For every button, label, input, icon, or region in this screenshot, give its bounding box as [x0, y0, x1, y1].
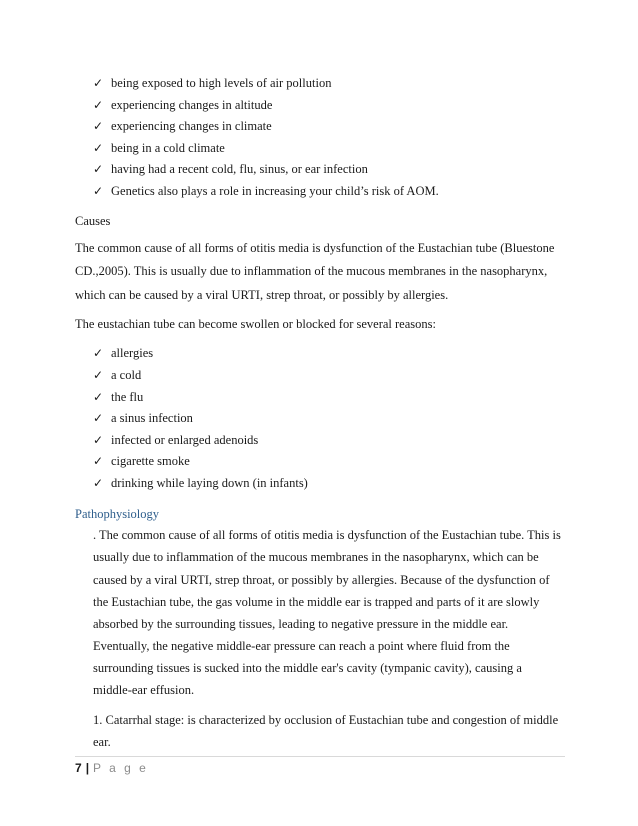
checkmark-icon: ✓ [93, 184, 104, 198]
checkmark-icon: ✓ [93, 119, 104, 133]
list-item [93, 410, 193, 426]
list-item-text: experiencing changes in climate [111, 119, 272, 133]
list-item-text: cigarette smoke [111, 454, 190, 468]
list-item-text: allergies [111, 346, 154, 360]
list-item [93, 161, 368, 177]
paragraph-line: caused by a viral URTI, strep throat, or possibly by allergies. Because of the dysfunction of [93, 573, 550, 587]
list-item-text: drinking while laying down (in infants) [111, 476, 308, 490]
list-item-text: a sinus infection [111, 411, 193, 425]
list-item [93, 140, 225, 156]
checkmark-icon: ✓ [93, 98, 104, 112]
paragraph-line: absorbed by the surrounding tissues, leading to negative pressure in the middle ear. [93, 617, 509, 631]
footer-divider [75, 756, 565, 757]
list-item-text: experiencing changes in altitude [111, 98, 273, 112]
paragraph-line: which can be caused by a viral URTI, strep throat, or possibly by allergies. [75, 288, 449, 302]
list-item [93, 367, 141, 383]
pathophysiology-heading: Pathophysiology [75, 507, 160, 521]
eustachian-intro: The eustachian tube can become swollen or blocked for several reasons: [75, 317, 436, 331]
paragraph-line: Eventually, the negative middle-ear pressure can reach a point where fluid from the [93, 639, 510, 653]
checkmark-icon: ✓ [93, 476, 104, 490]
paragraph-line: . The common cause of all forms of otitis media is dysfunction of the Eustachian tube. This is [93, 528, 561, 542]
paragraph-line: middle-ear effusion. [93, 683, 195, 697]
list-item-text: Genetics also plays a role in increasing your child’s risk of AOM. [111, 184, 439, 198]
page-label: P a g e [93, 761, 149, 775]
list-item-text: being in a cold climate [111, 141, 225, 155]
checkmark-icon: ✓ [93, 346, 104, 360]
list-item-text: having had a recent cold, flu, sinus, or ear infection [111, 162, 368, 176]
list-item [93, 97, 272, 113]
paragraph-line: 1. Catarrhal stage: is characterized by occlusion of Eustachian tube and congestion of middle [93, 713, 559, 727]
checkmark-icon: ✓ [93, 411, 104, 425]
paragraph-line: CD.,2005). This is usually due to inflammation of the mucous membranes in the nasopharynx, [75, 264, 548, 278]
checkmark-icon: ✓ [93, 162, 104, 176]
checkmark-icon: ✓ [93, 454, 104, 468]
checkmark-icon: ✓ [93, 76, 104, 90]
list-item [93, 118, 272, 134]
paragraph-line: surrounding tissues is sucked into the middle ear's cavity (tympanic cavity), causing a [93, 661, 522, 675]
page-number: 7 [75, 761, 82, 775]
list-item [93, 183, 439, 199]
list-item-text: being exposed to high levels of air pollution [111, 76, 332, 90]
checkmark-icon: ✓ [93, 141, 104, 155]
checkmark-icon: ✓ [93, 368, 104, 382]
list-item [93, 345, 153, 361]
checkmark-icon: ✓ [93, 433, 104, 447]
checkmark-icon: ✓ [93, 390, 104, 404]
paragraph-line: the Eustachian tube, the gas volume in the middle ear is trapped and parts of it are slowly [93, 595, 540, 609]
list-item [93, 389, 143, 405]
list-item [93, 475, 308, 491]
list-item-text: a cold [111, 368, 142, 382]
footer-separator: | [85, 761, 90, 775]
list-item [93, 453, 190, 469]
causes-heading: Causes [75, 214, 111, 228]
list-item-text: the flu [111, 390, 144, 404]
paragraph-line: usually due to inflammation of the mucous membranes in the nasopharynx, which can be [93, 550, 539, 564]
list-item [93, 75, 331, 91]
list-item [93, 432, 258, 448]
page-footer [75, 760, 148, 776]
paragraph-line: ear. [93, 735, 111, 749]
paragraph-line: The common cause of all forms of otitis media is dysfunction of the Eustachian tube (Bluestone [75, 241, 555, 255]
list-item-text: infected or enlarged adenoids [111, 433, 259, 447]
